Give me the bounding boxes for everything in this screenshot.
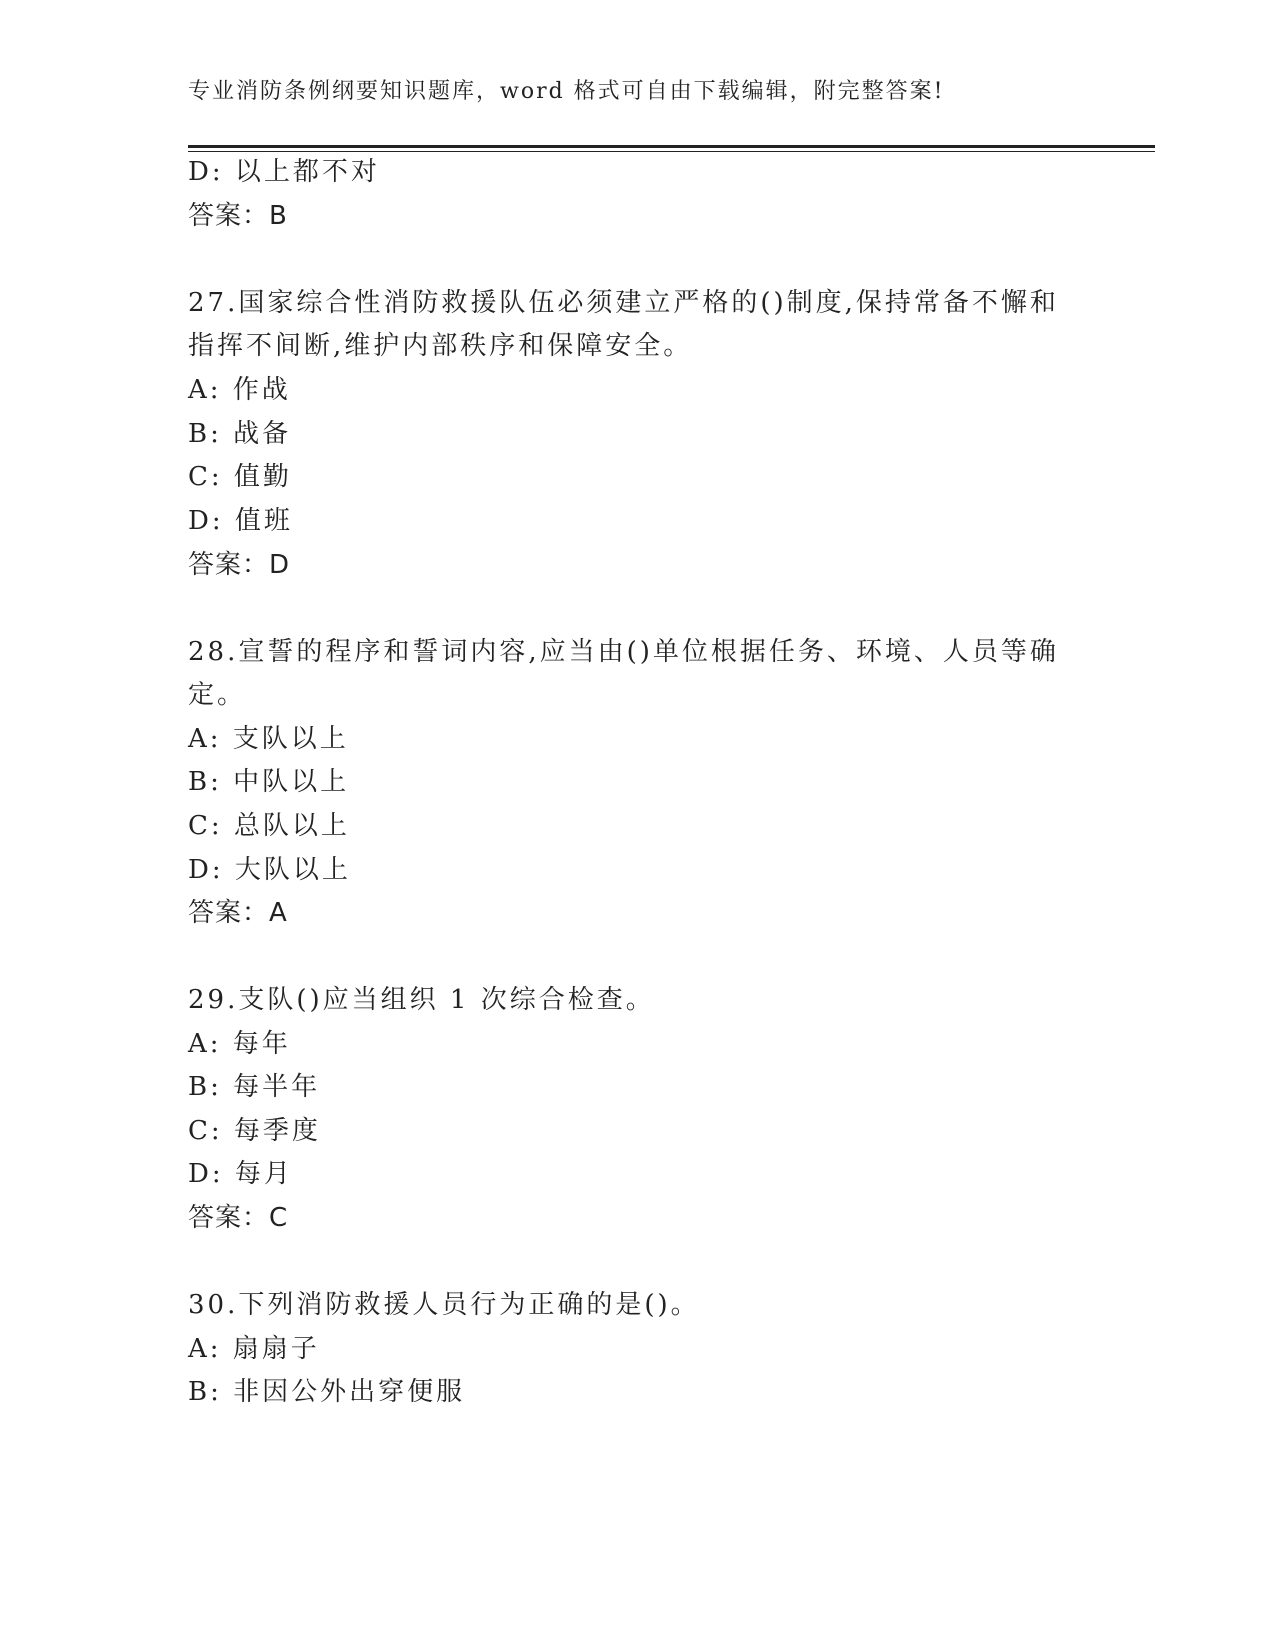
prev-option-d: D: 以上都不对	[188, 157, 380, 187]
q28-answer: 答案：A	[188, 898, 288, 928]
q29-answer: 答案：C	[188, 1203, 289, 1233]
q29-stem-line1: 29.支队()应当组织 1 次综合检查。	[188, 985, 655, 1015]
q29-option-b: B: 每半年	[188, 1072, 321, 1102]
q27-stem-line1: 27.国家综合性消防救援队伍必须建立严格的()制度,保持常备不懈和	[188, 288, 1059, 318]
header-text: 专业消防条例纲要知识题库，word 格式可自由下载编辑，附完整答案!	[188, 79, 945, 104]
q30-option-a: A: 扇扇子	[188, 1334, 320, 1364]
q28-option-d: D: 大队以上	[188, 855, 351, 885]
q30-option-b: B: 非因公外出穿便服	[188, 1377, 466, 1407]
q28-stem-line1: 28.宣誓的程序和誓词内容,应当由()单位根据任务、环境、人员等确	[188, 637, 1059, 667]
prev-answer: 答案：B	[188, 201, 288, 231]
q29-option-c: C: 每季度	[188, 1116, 321, 1146]
header-rule-thick	[188, 145, 1155, 148]
q27-stem-line2: 指挥不间断,维护内部秩序和保障安全。	[188, 331, 693, 361]
q27-option-d: D: 值班	[188, 506, 293, 536]
q28-option-c: C: 总队以上	[188, 811, 350, 841]
q28-option-b: B: 中队以上	[188, 767, 350, 797]
q27-answer: 答案：D	[188, 550, 291, 580]
q27-option-a: A: 作战	[188, 375, 291, 405]
q29-option-d: D: 每月	[188, 1159, 293, 1189]
q28-option-a: A: 支队以上	[188, 724, 349, 754]
q27-option-c: C: 值勤	[188, 462, 292, 492]
q29-option-a: A: 每年	[188, 1029, 291, 1059]
q27-option-b: B: 战备	[188, 419, 292, 449]
q30-stem-line1: 30.下列消防救援人员行为正确的是()。	[188, 1290, 700, 1320]
q28-stem-line2: 定。	[188, 680, 247, 710]
